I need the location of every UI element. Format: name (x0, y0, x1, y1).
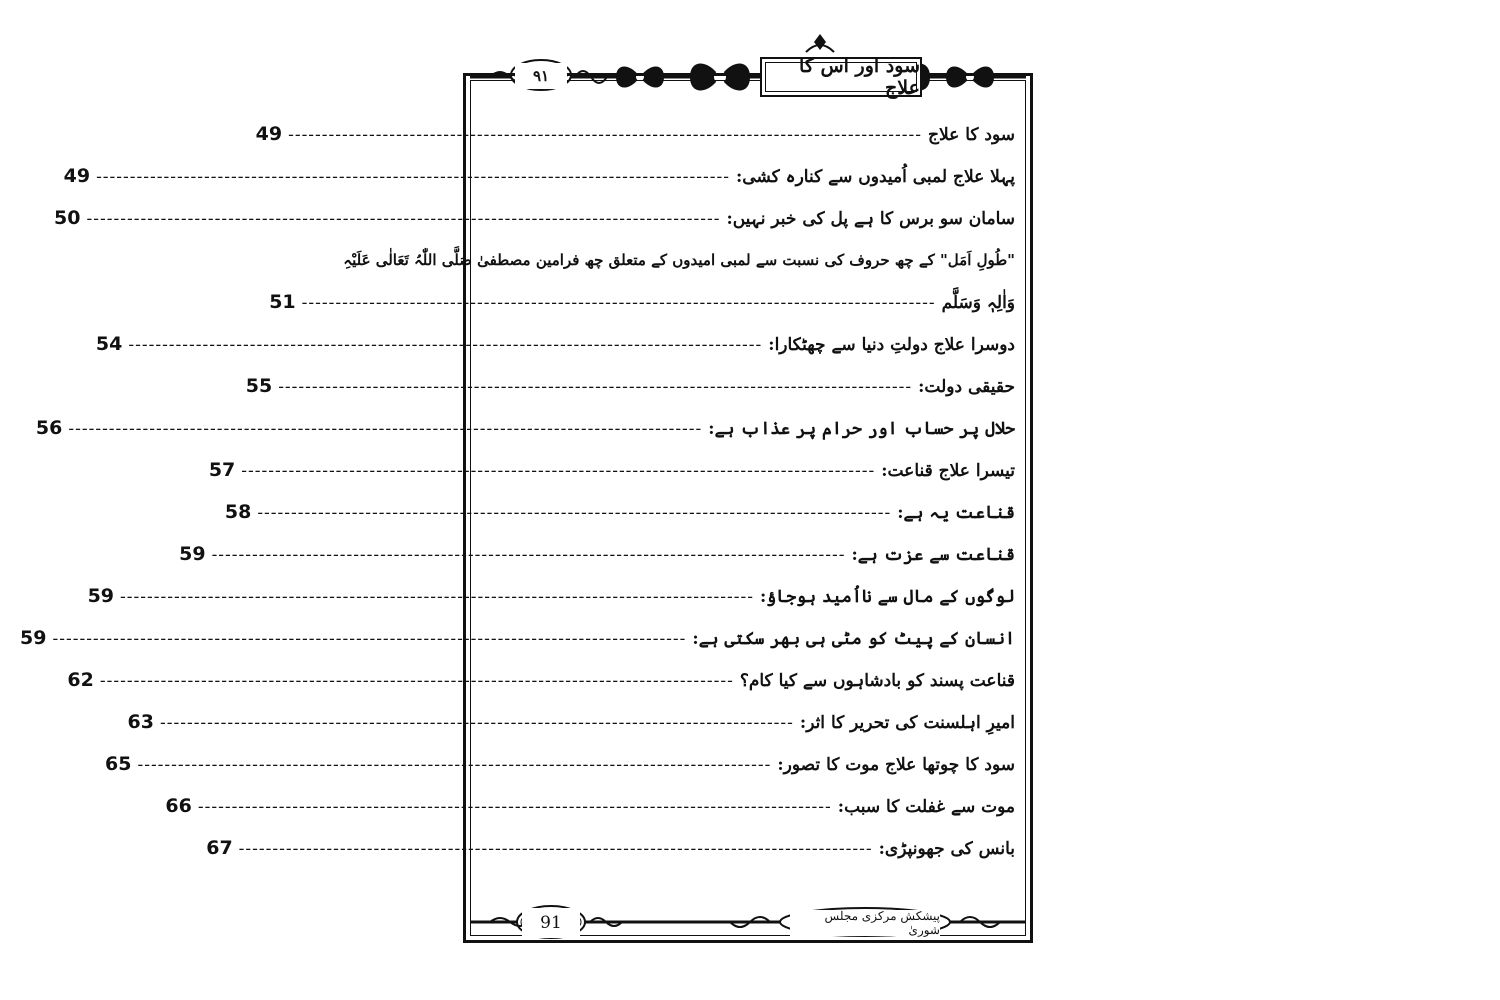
toc-leader: ---------------------------------------------------------------------------------------------- (68, 419, 703, 439)
toc-row (224, 491, 1015, 533)
toc-entry-title: قناعت یہ ہے: (897, 503, 1015, 523)
toc-leader: ---------------------------------------------------------------------------------------------- (52, 629, 687, 649)
toc-entry-page: 59 (87, 585, 115, 607)
toc-entry-page: 67 (206, 837, 233, 859)
toc-entry-page: 50 (54, 207, 81, 229)
toc-entry-title: "طُولِ اَمَل" کے چھ حروف کی نسبت سے لمبی امیدوں کے متعلق چھ فرامین مصطفیٰ صَلَّی اللّٰہُ تَعَالٰی عَلَیْہِ (343, 251, 1015, 269)
toc-entry-title: تیسرا علاج قناعت: (881, 461, 1015, 481)
toc-entry-title: بانس کی جھونپڑی: (878, 839, 1015, 859)
toc-row (165, 785, 1015, 827)
toc-entry-title: دوسرا علاج دولتِ دنیا سے چھٹکارا: (768, 335, 1015, 355)
toc-entry-page: 63 (127, 711, 154, 733)
toc-entry-title: حلال پر حساب اور حرام پر عذاب ہے: (708, 419, 1015, 439)
footer-label: پیشکش مرکزی مجلس شوریٰ (790, 910, 940, 936)
toc-entry-page: 62 (67, 669, 94, 691)
page-title: سود اور اس کا علاج (760, 57, 922, 97)
toc-leader: ---------------------------------------------------------------------------------------------- (197, 797, 832, 817)
toc-entry-title: سامان سو برس کا ہے پل کی خبر نہیں: (726, 209, 1015, 229)
toc-entry-page: 59 (179, 543, 206, 565)
toc-entry-title: لوگوں کے مال سے نااُمید ہوجاؤ: (759, 587, 1015, 607)
toc-entry-title: حقیقی دولت: (918, 377, 1015, 397)
toc-row (206, 827, 1015, 869)
toc-row (245, 365, 1015, 407)
toc-entry-page: 55 (245, 375, 273, 397)
toc-entry-title: سود کا چوتھا علاج موت کا تصور: (777, 755, 1015, 775)
toc-entry-page: 54 (95, 333, 123, 355)
toc-leader: ---------------------------------------------------------------------------------------------- (159, 713, 794, 733)
toc-row (67, 659, 1015, 701)
toc-entry-page: 65 (105, 753, 132, 775)
toc-entry-title: انسان کے پیٹ کو مٹی ہی بھر سکتی ہے: (692, 629, 1015, 649)
toc-row (208, 449, 1015, 491)
toc-leader: ---------------------------------------------------------------------------------------------- (241, 461, 876, 481)
footer-page-number: 91 (522, 908, 580, 938)
toc-leader: ---------------------------------------------------------------------------------------------- (128, 335, 763, 355)
header-page-number: ۹۱ (515, 63, 567, 89)
toc-entry-title: امیرِ اہلسنت کی تحریر کا اثر: (799, 713, 1015, 733)
toc-entry-title: سود کا علاج (928, 125, 1015, 145)
toc-entry-page: 59 (20, 627, 47, 649)
toc-row (127, 701, 1015, 743)
toc-entry-page: 58 (224, 501, 252, 523)
toc-entry-title: موت سے غفلت کا سبب: (837, 797, 1015, 817)
toc-entry-page: 49 (255, 123, 283, 145)
toc-row (343, 239, 1015, 281)
toc-row (105, 743, 1015, 785)
toc-row (54, 197, 1015, 239)
toc-entry-title: قناعت سے عزت ہے: (851, 545, 1015, 565)
toc-leader: ---------------------------------------------------------------------------------------------- (257, 503, 892, 523)
toc-row (255, 113, 1015, 155)
toc-leader: ---------------------------------------------------------------------------------------------- (301, 293, 936, 313)
toc-row (87, 575, 1015, 617)
toc-leader: ---------------------------------------------------------------------------------------------- (278, 377, 913, 397)
toc-entry-page: 66 (165, 795, 192, 817)
toc-entry-page: 56 (35, 417, 63, 439)
toc-entry-page: 51 (269, 291, 296, 313)
toc-row (63, 155, 1015, 197)
toc-leader: ---------------------------------------------------------------------------------------------- (86, 209, 721, 229)
toc-entry-page: 49 (63, 165, 91, 187)
toc-entry-title: پہلا علاج لمبی اُمیدوں سے کنارہ کشی: (736, 167, 1015, 187)
toc-entry-title: وَاٰلِہٖ وَسَلَّم (941, 293, 1015, 313)
toc-leader: ---------------------------------------------------------------------------------------------- (96, 167, 731, 187)
toc-leader: ---------------------------------------------------------------------------------------------- (120, 587, 754, 607)
toc-row (269, 281, 1015, 323)
toc-row (35, 407, 1015, 449)
toc-leader: ---------------------------------------------------------------------------------------------- (99, 671, 734, 691)
toc-row (179, 533, 1015, 575)
toc-entry-title: قناعت پسند کو بادشاہوں سے کیا کام؟ (739, 671, 1015, 691)
toc-entry-page: 57 (208, 459, 236, 481)
table-of-contents (20, 113, 1015, 869)
toc-row (20, 617, 1015, 659)
toc-leader: ---------------------------------------------------------------------------------------------- (137, 755, 772, 775)
toc-leader: ---------------------------------------------------------------------------------------------- (211, 545, 846, 565)
toc-leader: ---------------------------------------------------------------------------------------------- (238, 839, 873, 859)
toc-leader: ---------------------------------------------------------------------------------------------- (288, 125, 923, 145)
toc-row (95, 323, 1015, 365)
